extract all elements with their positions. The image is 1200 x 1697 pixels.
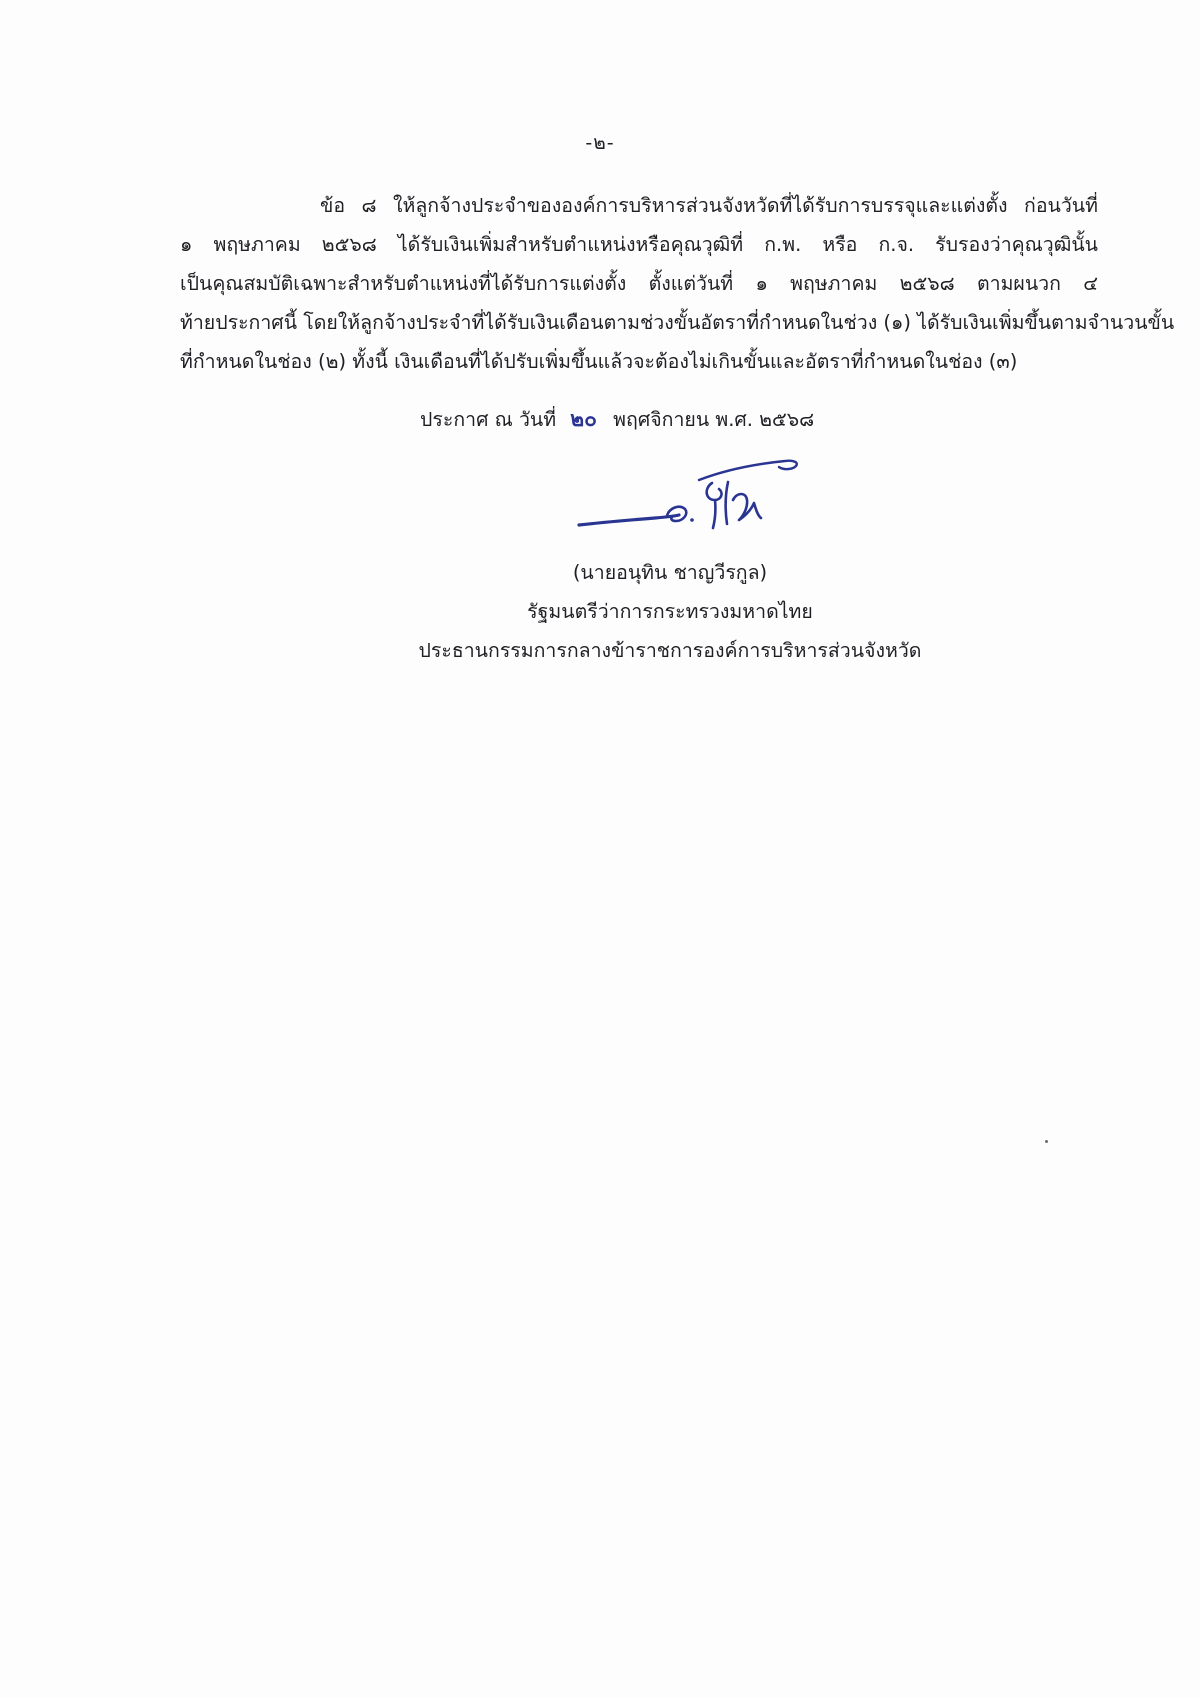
announcement-day: ๒๐ (570, 407, 597, 431)
page-number: -๒- (585, 132, 615, 154)
scan-speck (1045, 1140, 1048, 1143)
signatory-block (0, 553, 1200, 670)
paragraph-line: ๑ พฤษภาคม ๒๕๖๘ ได้รับเงินเพิ่มสำหรับตำแหน่งหรือคุณวุฒิที่ ก.พ. หรือ ก.จ. รับรองว่าคุณวุฒินั้น (180, 233, 1098, 256)
paragraph-line: ท้ายประกาศนี้ โดยให้ลูกจ้างประจำที่ได้รับเงินเดือนตามช่วงขั้นอัตราที่กำหนดในช่วง (๑) ได้รับเงินเพิ่มขึ้นตามจำนวนขั้น (180, 311, 1175, 334)
signatory-name: (นายอนุทิน ชาญวีรกูล) (572, 561, 768, 584)
announcement-prefix: ประกาศ ณ วันที่ (420, 408, 557, 431)
paragraph-line: เป็นคุณสมบัติเฉพาะสำหรับตำแหน่งที่ได้รับการแต่งตั้ง ตั้งแต่วันที่ ๑ พฤษภาคม ๒๕๖๘ ตามผนวก ๔ (180, 272, 1098, 295)
clause-paragraph (180, 186, 1175, 381)
paragraph-line: ที่กำหนดในช่อง (๒) ทั้งนี้ เงินเดือนที่ได้ปรับเพิ่มขึ้นแล้วจะต้องไม่เกินขั้นและอัตราที่กำหนดในช่อง (๓) (180, 350, 1018, 373)
handwritten-signature (575, 458, 810, 538)
signatory-position: รัฐมนตรีว่าการกระทรวงมหาดไทย (527, 600, 813, 623)
paragraph-line: ข้อ ๘ ให้ลูกจ้างประจำขององค์การบริหารส่วนจังหวัดที่ได้รับการบรรจุและแต่งตั้ง ก่อนวันที่ (320, 194, 1098, 217)
announcement-month-year: พฤศจิกายน พ.ศ. ๒๕๖๘ (613, 408, 815, 431)
signatory-position-secondary: ประธานกรรมการกลางข้าราชการองค์การบริหารส่วนจังหวัด (418, 639, 922, 662)
